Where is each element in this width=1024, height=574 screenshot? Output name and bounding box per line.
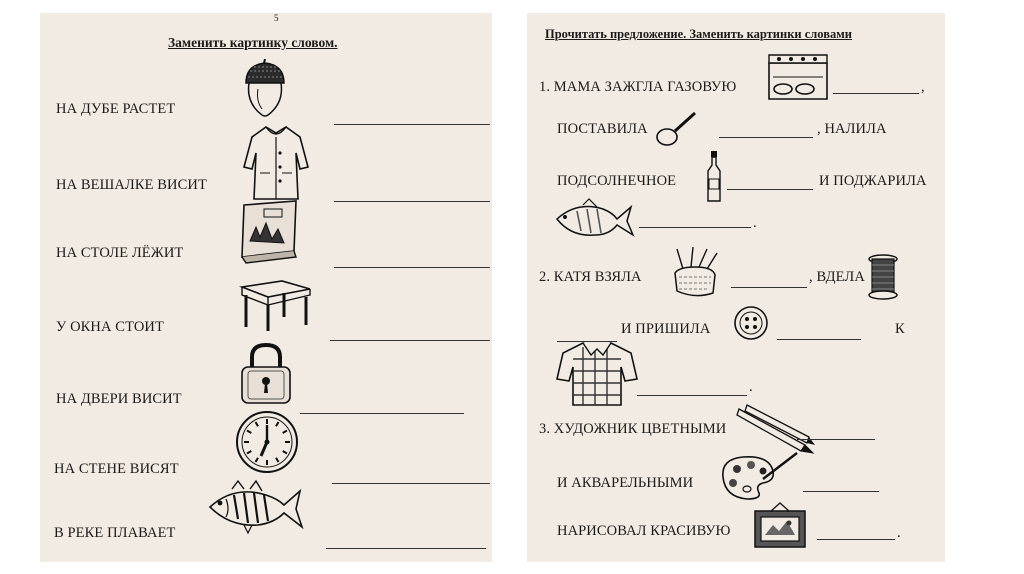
sentence-text: И ПРИШИЛА bbox=[621, 321, 711, 337]
book-icon bbox=[236, 199, 302, 265]
thread-spool-icon bbox=[867, 253, 899, 301]
right-page-title: Прочитать предложение. Заменить картинки словами bbox=[545, 27, 852, 41]
answer-line bbox=[637, 395, 747, 396]
answer-line bbox=[833, 93, 919, 94]
item-text: НА ВЕШАЛКЕ ВИСИТ bbox=[56, 177, 207, 193]
needle-cushion-icon bbox=[669, 247, 721, 301]
right-worksheet-page bbox=[527, 13, 945, 562]
punctuation: . bbox=[897, 525, 901, 541]
sentence-text: , НАЛИЛА bbox=[817, 121, 887, 137]
answer-line bbox=[326, 548, 486, 549]
table-icon bbox=[238, 267, 314, 333]
item-text: В РЕКЕ ПЛАВАЕТ bbox=[54, 525, 176, 541]
answer-line bbox=[330, 340, 490, 341]
answer-line bbox=[797, 439, 875, 440]
answer-line bbox=[777, 339, 861, 340]
sentence-text: 3. ХУДОЖНИК ЦВЕТНЫМИ bbox=[539, 421, 727, 437]
item-text: НА СТОЛЕ ЛЁЖИТ bbox=[56, 245, 184, 261]
left-page-title: Заменить картинку словом. bbox=[168, 35, 338, 50]
answer-line bbox=[727, 189, 813, 190]
sentence-text: И АКВАРЕЛЬНЫМИ bbox=[557, 475, 694, 491]
stove-icon bbox=[765, 53, 831, 103]
answer-line bbox=[334, 201, 490, 202]
coat-icon bbox=[242, 123, 310, 203]
padlock-icon bbox=[236, 341, 296, 407]
punctuation: . bbox=[749, 379, 753, 395]
answer-line bbox=[817, 539, 895, 540]
acorn-icon bbox=[240, 59, 290, 121]
sentence-text: ПОСТАВИЛА bbox=[557, 121, 648, 137]
framed-picture-icon bbox=[753, 501, 807, 549]
frying-pan-icon bbox=[655, 109, 699, 149]
item-text: НА ДУБЕ РАСТЕТ bbox=[56, 101, 176, 117]
fish-icon bbox=[553, 197, 635, 243]
item-text: НА СТЕНЕ ВИСЯТ bbox=[54, 461, 179, 477]
palette-icon bbox=[717, 449, 799, 501]
sentence-text: , ВДЕЛА bbox=[809, 269, 865, 285]
sentence-text: НАРИСОВАЛ КРАСИВУЮ bbox=[557, 523, 731, 539]
sentence-text: 2. КАТЯ ВЗЯЛА bbox=[539, 269, 642, 285]
answer-line bbox=[334, 124, 490, 125]
answer-line bbox=[300, 413, 464, 414]
left-worksheet-page bbox=[40, 13, 492, 562]
shirt-icon bbox=[555, 339, 639, 409]
clock-icon bbox=[234, 409, 300, 475]
item-text: НА ДВЕРИ ВИСИТ bbox=[56, 391, 182, 407]
answer-line bbox=[803, 491, 879, 492]
punctuation: . bbox=[753, 215, 757, 231]
pencils-icon bbox=[735, 403, 815, 455]
sentence-text: 1. МАМА ЗАЖГЛА ГАЗОВУЮ bbox=[539, 79, 737, 95]
oil-bottle-icon bbox=[705, 151, 723, 203]
fish-icon bbox=[204, 479, 304, 535]
sentence-text: ПОДСОЛНЕЧНОЕ bbox=[557, 173, 677, 189]
answer-line bbox=[334, 267, 490, 268]
sentence-text: К bbox=[895, 321, 905, 337]
punctuation: , bbox=[921, 79, 925, 95]
answer-line bbox=[731, 287, 807, 288]
answer-line bbox=[719, 137, 813, 138]
button-icon bbox=[733, 305, 769, 341]
page-number: 5 bbox=[274, 13, 279, 23]
item-text: У ОКНА СТОИТ bbox=[56, 319, 164, 335]
answer-line bbox=[332, 483, 490, 484]
sentence-text: И ПОДЖАРИЛА bbox=[819, 173, 927, 189]
answer-line bbox=[639, 227, 751, 228]
